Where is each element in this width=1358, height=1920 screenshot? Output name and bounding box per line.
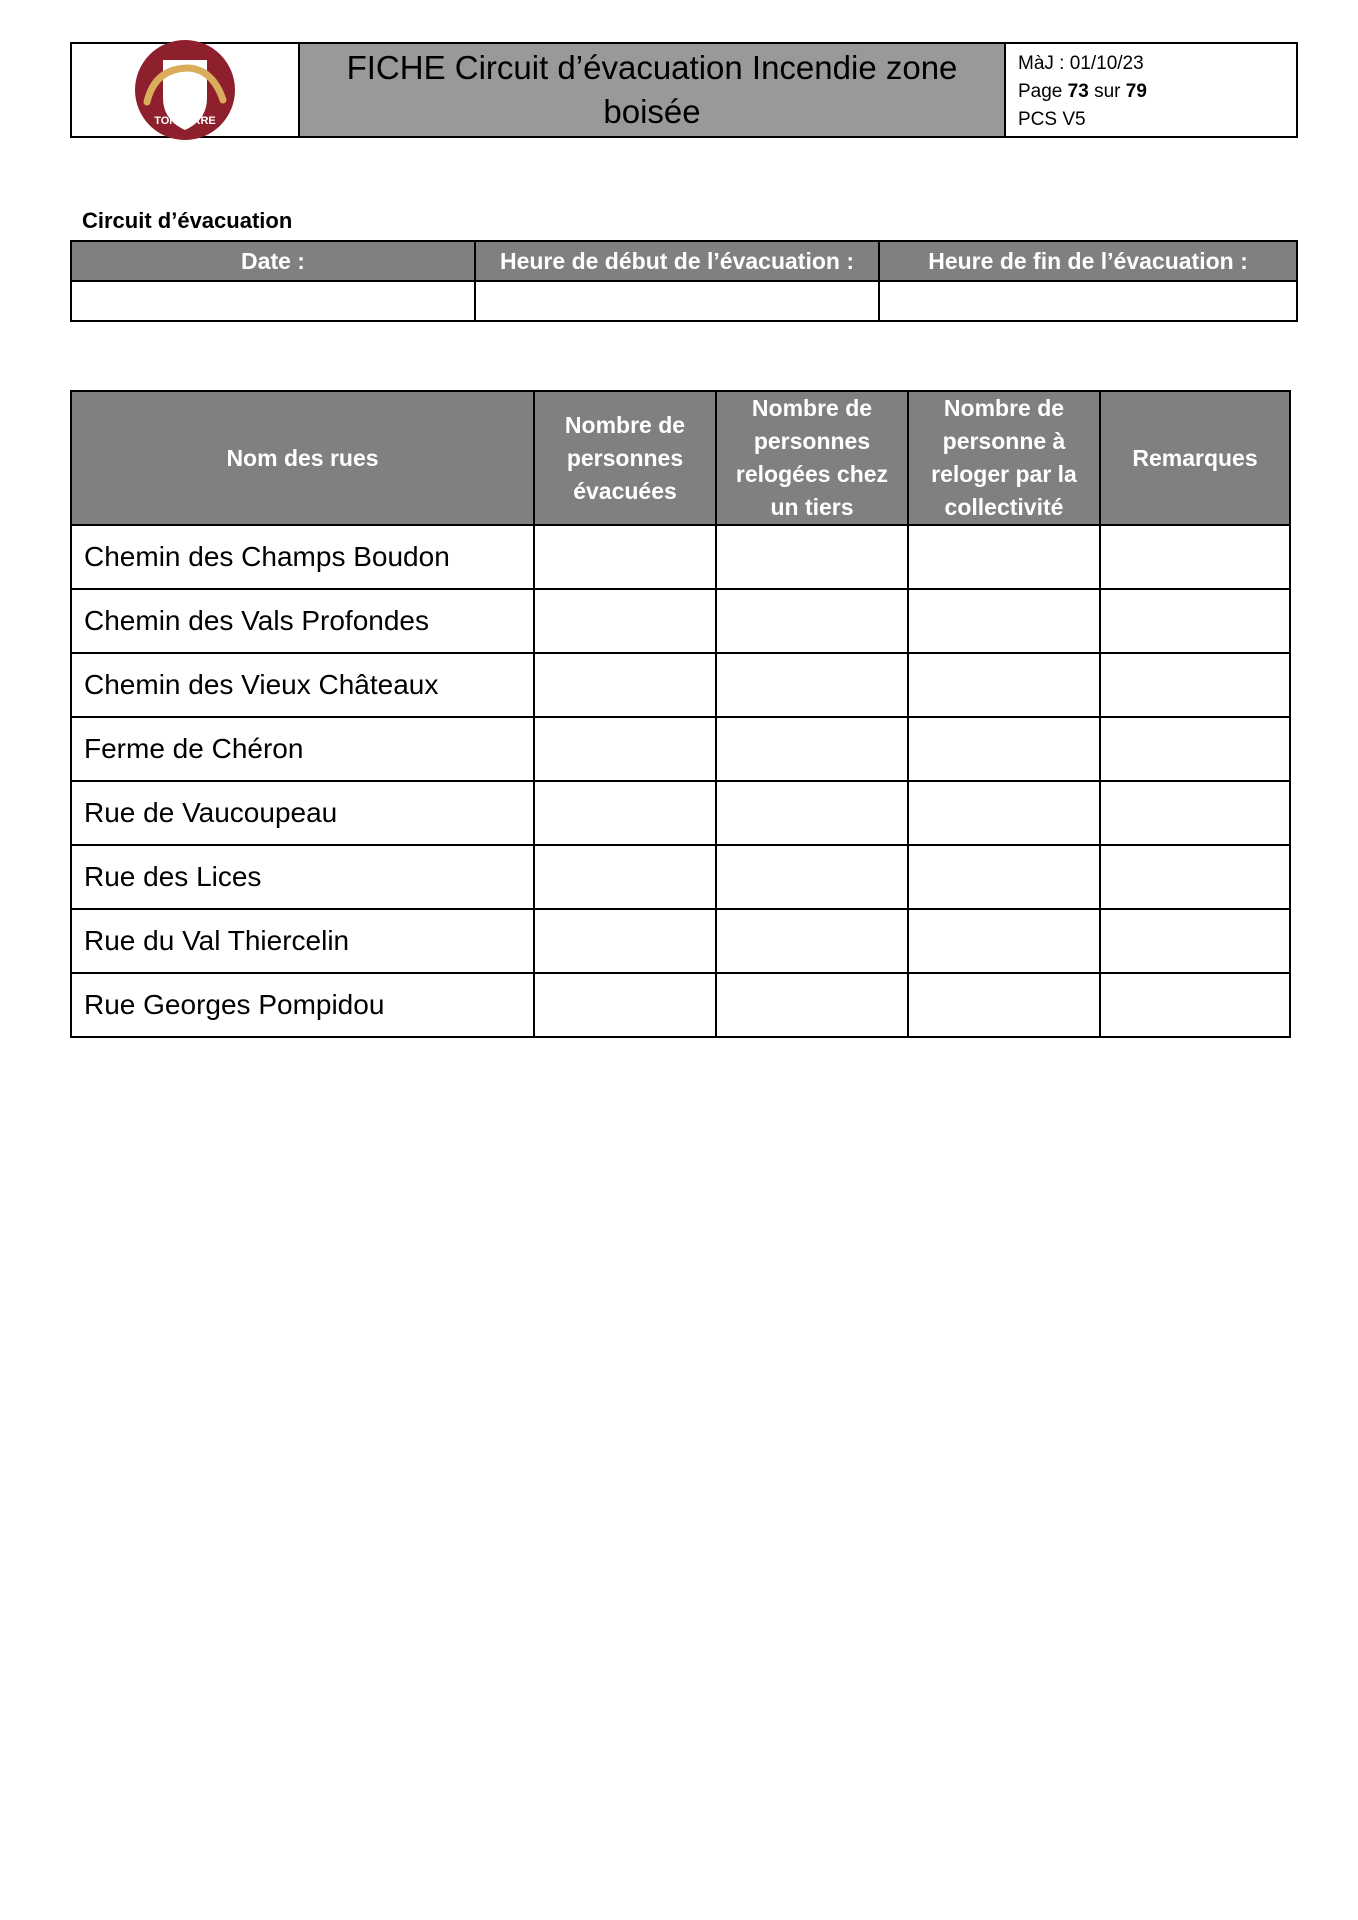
document-header <box>70 42 1298 138</box>
street-name: Rue Georges Pompidou <box>71 973 534 1037</box>
evacuated-cell[interactable] <box>534 525 716 589</box>
streets-table <box>70 390 1291 1038</box>
tonnerre-logo <box>133 38 237 142</box>
rehoused-third-cell[interactable] <box>716 973 908 1037</box>
rehoused-collectivity-cell[interactable] <box>908 845 1100 909</box>
table-row <box>71 653 1290 717</box>
street-name: Chemin des Champs Boudon <box>71 525 534 589</box>
document-meta <box>1006 44 1296 136</box>
remarks-cell[interactable] <box>1100 653 1290 717</box>
date-field[interactable] <box>71 281 475 321</box>
evacuated-cell[interactable] <box>534 781 716 845</box>
street-name: Rue du Val Thiercelin <box>71 909 534 973</box>
street-name: Rue de Vaucoupeau <box>71 781 534 845</box>
remarks-cell[interactable] <box>1100 717 1290 781</box>
remarks-cell[interactable] <box>1100 973 1290 1037</box>
rehoused-collectivity-cell[interactable] <box>908 717 1100 781</box>
remarks-cell[interactable] <box>1100 909 1290 973</box>
rehoused-third-cell[interactable] <box>716 781 908 845</box>
rehoused-collectivity-cell[interactable] <box>908 653 1100 717</box>
table-row <box>71 717 1290 781</box>
evacuated-cell[interactable] <box>534 589 716 653</box>
table-row <box>71 525 1290 589</box>
rehoused-collectivity-cell[interactable] <box>908 973 1100 1037</box>
rehoused-third-cell[interactable] <box>716 845 908 909</box>
page-number: Page 73 sur 79 <box>1018 81 1147 102</box>
street-name: Rue des Lices <box>71 845 534 909</box>
rehoused-third-cell[interactable] <box>716 525 908 589</box>
section-label: Circuit d’évacuation <box>82 208 293 233</box>
rehoused-third-cell[interactable] <box>716 589 908 653</box>
table-row <box>71 909 1290 973</box>
evacuated-cell[interactable] <box>534 653 716 717</box>
evacuated-cell[interactable] <box>534 973 716 1037</box>
document-title: FICHE Circuit d’évacuation Incendie zone boisée <box>300 44 1006 136</box>
start-time-field[interactable] <box>475 281 879 321</box>
end-time-header: Heure de fin de l’évacuation : <box>879 241 1297 281</box>
rehoused-collectivity-cell[interactable] <box>908 589 1100 653</box>
rehoused-third-cell[interactable] <box>716 909 908 973</box>
rehoused-collectivity-cell[interactable] <box>908 909 1100 973</box>
remarks-cell[interactable] <box>1100 525 1290 589</box>
table-header-row <box>71 391 1290 525</box>
remarks-cell[interactable] <box>1100 589 1290 653</box>
table-row <box>71 845 1290 909</box>
evacuated-cell[interactable] <box>534 909 716 973</box>
table-row <box>71 973 1290 1037</box>
rehoused-third-cell[interactable] <box>716 653 908 717</box>
remarks-cell[interactable] <box>1100 781 1290 845</box>
rehoused-third-cell[interactable] <box>716 717 908 781</box>
rehoused-collectivity-cell[interactable] <box>908 781 1100 845</box>
rehoused-collectivity-cell[interactable] <box>908 525 1100 589</box>
remarks-cell[interactable] <box>1100 845 1290 909</box>
col-header-evacuated: Nombre de personnes évacuées <box>534 391 716 525</box>
street-name: Ferme de Chéron <box>71 717 534 781</box>
col-header-street: Nom des rues <box>71 391 534 525</box>
evacuated-cell[interactable] <box>534 845 716 909</box>
update-date: MàJ : 01/10/23 <box>1018 53 1144 74</box>
col-header-rehoused-third: Nombre de personnes relogées chez un tiers <box>716 391 908 525</box>
logo-text: TONNERRE <box>154 115 216 127</box>
start-time-header: Heure de début de l’évacuation : <box>475 241 879 281</box>
table-row <box>71 589 1290 653</box>
table-row <box>71 781 1290 845</box>
street-name: Chemin des Vieux Châteaux <box>71 653 534 717</box>
street-name: Chemin des Vals Profondes <box>71 589 534 653</box>
logo-cell <box>72 44 300 136</box>
col-header-rehoused-collectivity: Nombre de personne à reloger par la collectivité <box>908 391 1100 525</box>
date-header: Date : <box>71 241 475 281</box>
end-time-field[interactable] <box>879 281 1297 321</box>
col-header-remarks: Remarques <box>1100 391 1290 525</box>
plan-version: PCS V5 <box>1018 109 1086 130</box>
evacuation-info-table <box>70 240 1298 322</box>
evacuated-cell[interactable] <box>534 717 716 781</box>
